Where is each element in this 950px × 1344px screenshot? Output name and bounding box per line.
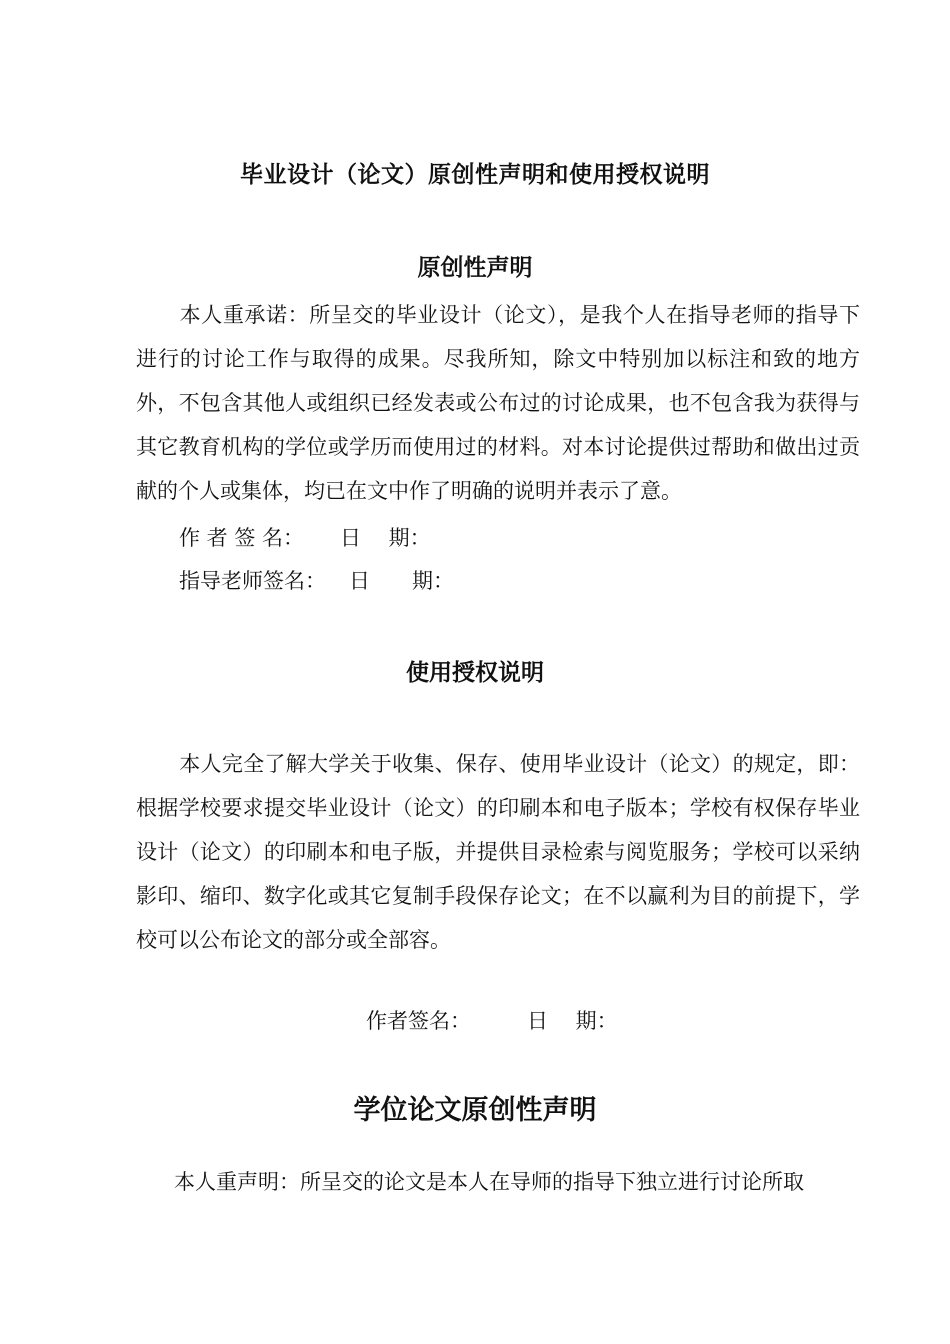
degree-originality-paragraph — [136, 1160, 860, 1204]
originality-text: 本人重承诺：所呈交的毕业设计（论文），是我个人在指导老师的指导下进行的讨论工作与取得的成果。尽我所知，除文中特别加以标注和致的地方外，不包含其他人或组织已经发表或公布过的讨论成果，也不包含我为获得与其它教育机构的学位或学历而使用过的材料。对本讨论提供过帮助和做出过贡献的个人或集体，均已在文中作了明确的说明并表示了意。 — [136, 303, 860, 503]
advisor-date-label: 日 期： — [349, 569, 454, 593]
degree-originality-heading: 学位论文原创性声明 — [353, 1095, 597, 1126]
originality-paragraph — [136, 293, 860, 513]
advisor-signature-label: 指导老师签名： — [179, 569, 326, 593]
authorization-text: 本人完全了解大学关于收集、保存、使用毕业设计（论文）的规定，即：根据学校要求提交毕业设计（论文）的印刷本和电子版本；学校有权保存毕业设计（论文）的印刷本和电子版，并提供目录检索与阅览服务；学校可以采纳影印、缩印、数字化或其它复制手段保存论文；在不以赢利为目的前提下，学校可以公布论文的部分或全部容。 — [136, 752, 860, 952]
author-date-label: 日 期： — [340, 526, 431, 550]
authorization-paragraph — [136, 742, 860, 962]
degree-originality-text: 本人重声明：所呈交的论文是本人在导师的指导下独立进行讨论所取 — [174, 1170, 804, 1194]
authorization-date-label: 日 期： — [527, 1009, 618, 1033]
authorization-signature-label: 作者签名： — [366, 1009, 471, 1033]
originality-heading: 原创性声明 — [417, 255, 533, 281]
main-title: 毕业设计（论文）原创性声明和使用授权说明 — [240, 162, 710, 188]
authorization-heading: 使用授权说明 — [406, 660, 544, 686]
author-signature-label: 作 者 签 名： — [179, 526, 305, 550]
